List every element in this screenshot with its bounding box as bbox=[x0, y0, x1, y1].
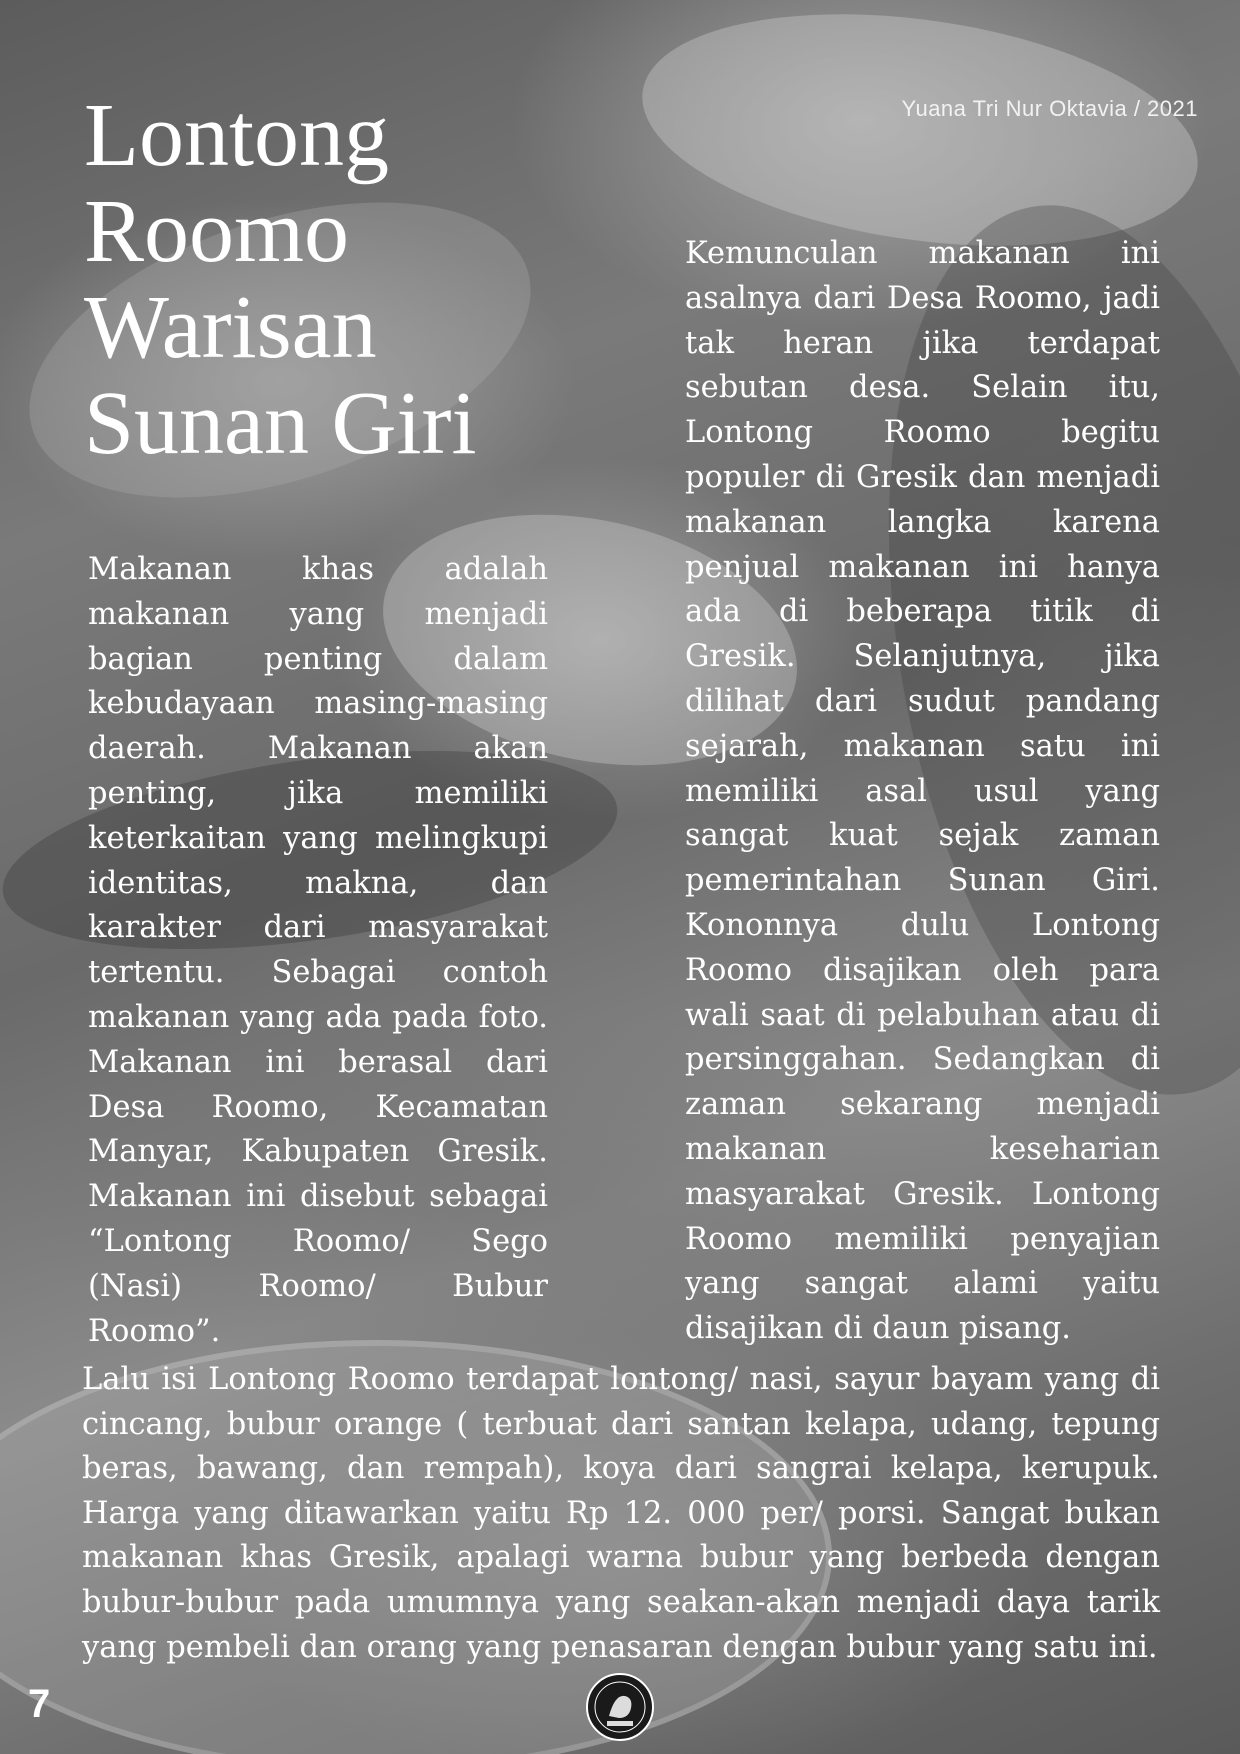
title-line: Sunan Giri bbox=[84, 374, 477, 473]
body-paragraph-left: Makanan khas adalah makanan yang menjadi bagian penting dalam kebudayaan masing-masing daerah. Makanan akan penting, jika memiliki keterkaitan yang melingkupi identitas, makna, dan karakter dari masyarakat tertentu. Sebagai contoh makanan yang ada pada foto. Makanan ini berasal dari Desa Roomo, Kecamatan Manyar, Kabupaten Gresik. Makanan ini disebut sebagai “Lontong Roomo/ Sego (Nasi) Roomo/ Bubur Roomo”. bbox=[88, 552, 548, 1349]
title-line: Roomo bbox=[84, 182, 350, 281]
article-title bbox=[84, 88, 604, 472]
title-line: Warisan bbox=[84, 278, 377, 377]
body-paragraph-bottom: Lalu isi Lontong Roomo terdapat lontong/ nasi, sayur bayam yang di cincang, bubur orange ( terbuat dari santan kelapa, udang, tepung beras, bawang, dan rempah), koya dari sangrai kelapa, kerupuk. Harga yang ditawarkan yaitu Rp 12. 000 per/ porsi. Sangat bukan makanan khas Gresik, apalagi warna bubur yang berbeda dengan bubur-bubur pada umumnya yang seakan-akan menjadi daya tarik yang pembeli dan orang yang penasaran dengan bubur yang satu ini. bbox=[82, 1362, 1160, 1665]
emblem-logo-icon bbox=[585, 1672, 655, 1742]
title-line: Lontong bbox=[84, 86, 389, 185]
author-credit: Yuana Tri Nur Oktavia / 2021 bbox=[901, 96, 1198, 121]
page-number: 7 bbox=[28, 1682, 51, 1726]
body-paragraph-right: Kemunculan makanan ini asalnya dari Desa Roomo, jadi tak heran jika terdapat sebutan desa. Selain itu, Lontong Roomo begitu populer di Gresik dan menjadi makanan langka karena penjual makanan ini hanya ada di beberapa titik di Gresik. Selanjutnya, jika dilihat dari sudut pandang sejarah, makanan satu ini memiliki asal usul yang sangat kuat sejak zaman pemerintahan Sunan Giri. Kononnya dulu Lontong Roomo disajikan oleh para wali saat di pelabuhan atau di persinggahan. Sedangkan di zaman sekarang menjadi makanan keseharian masyarakat Gresik. Lontong Roomo memiliki penyajian yang sangat alami yaitu disajikan di daun pisang. bbox=[685, 236, 1160, 1347]
